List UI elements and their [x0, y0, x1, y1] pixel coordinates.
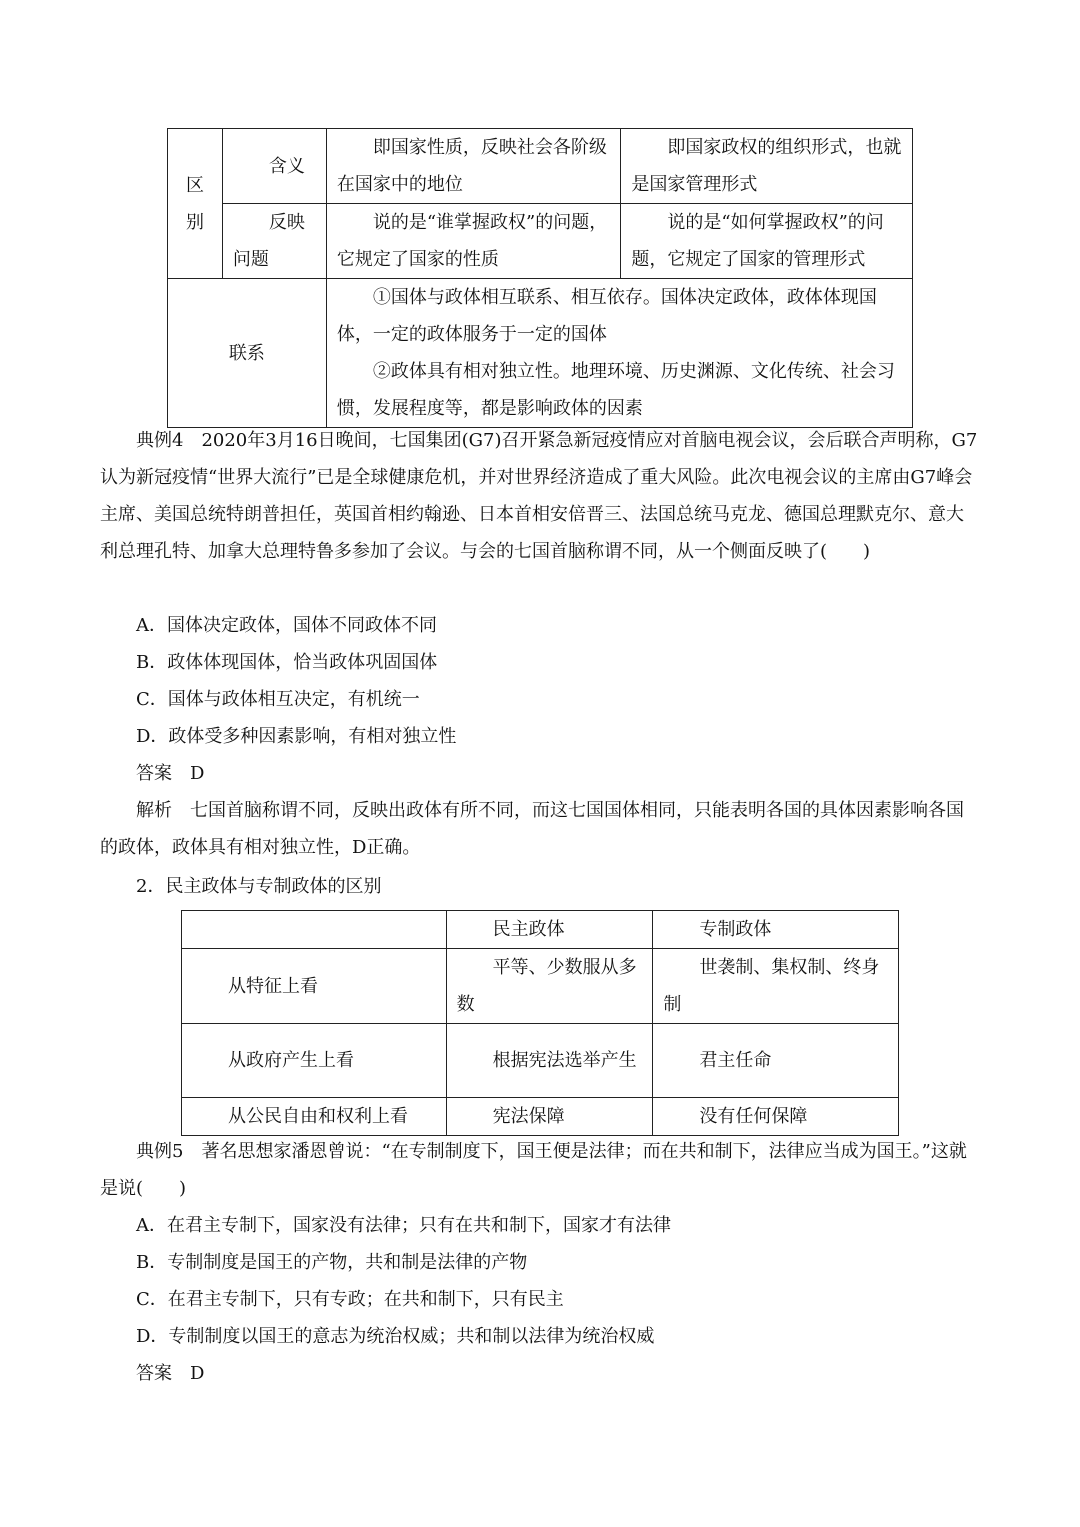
guoti-fanying: 说的是“谁掌握政权”的问题，它规定了国家的性质 [326, 204, 621, 279]
example4-option-d: D．政体受多种因素影响，有相对独立性 [136, 726, 457, 747]
row-label: 从特征上看 [182, 949, 447, 1024]
guoti-hanyi: 即国家性质，反映社会各阶级在国家中的地位 [326, 129, 621, 204]
row-label: 从公民自由和权利上看 [182, 1098, 447, 1136]
example5-option-d: D．专制制度以国王的意志为统治权威；共和制以法律为统治权威 [136, 1326, 655, 1347]
header-minzhu: 民主政体 [446, 911, 653, 949]
header-empty [182, 911, 447, 949]
zhengti-hanyi: 即国家政权的组织形式，也就是国家管理形式 [621, 129, 913, 204]
qubie-cell [168, 129, 223, 279]
minzhu-cell: 平等、少数服从多数 [446, 949, 653, 1024]
lianxi-point: ①国体与政体相互联系、相互依存。国体决定政体，政体体现国体，一定的政体服务于一定的国体 [336, 287, 877, 345]
example4-option-a: A．国体决定政体，国体不同政体不同 [136, 615, 437, 636]
qubie-char: 区 [185, 174, 204, 196]
zhuanzhi-cell: 世袭制、集权制、终身制 [653, 949, 899, 1024]
lianxi-content [326, 279, 912, 428]
example4-stem: 典例4 2020年3月16日晚间，七国集团(G7)召开紧急新冠疫情应对首脑电视会议，会后联合声明称，G7认为新冠疫情“世界大流行”已是全球健康危机，并对世界经济造成了重大风险。此次电视会议的主席由G7峰会主席、美国总统特朗普担任，英国首相约翰逊、日本首相安倍晋三、法国总统马克龙、德国总理默克尔、意大利总理孔特、加拿大总理特鲁多参加了会议。与会的七国首脑称谓不同，从一个侧面反映了( ) [100, 430, 978, 562]
example5-stem: 典例5 著名思想家潘恩曾说：“在专制制度下，国王便是法律；而在共和制下，法律应当成为国王。”这就是说( ) [100, 1141, 967, 1199]
example5-option-a: A．在君主专制下，国家没有法律；只有在共和制下，国家才有法律 [136, 1215, 671, 1236]
header-zhuanzhi: 专制政体 [653, 911, 899, 949]
row-label-hanyi: 含义 [222, 129, 326, 204]
minzhu-cell: 宪法保障 [446, 1098, 653, 1136]
example5-answer: 答案 D [136, 1363, 205, 1384]
minzhu-cell: 根据宪法选举产生 [446, 1024, 653, 1098]
section2-heading: 2．民主政体与专制政体的区别 [136, 876, 382, 897]
row-label: 从政府产生上看 [182, 1024, 447, 1098]
minzhu-zhuanzhi-table [181, 910, 899, 1136]
zhuanzhi-cell: 没有任何保障 [653, 1098, 899, 1136]
example4-answer: 答案 D [136, 763, 205, 784]
example4-option-c: C．国体与政体相互决定，有机统一 [136, 689, 420, 710]
example5-option-b: B．专制制度是国王的产物，共和制是法律的产物 [136, 1252, 528, 1273]
example4-option-b: B．政体体现国体，恰当政体巩固国体 [136, 652, 438, 673]
row-label-fanying: 反映问题 [222, 204, 326, 279]
zhengti-fanying: 说的是“如何掌握政权”的问题，它规定了国家的管理形式 [621, 204, 913, 279]
lianxi-label: 联系 [168, 279, 327, 428]
guoti-zhengti-table [167, 128, 913, 428]
example5-option-c: C．在君主专制下，只有专政；在共和制下，只有民主 [136, 1289, 564, 1310]
qubie-char: 别 [185, 211, 204, 233]
example4-analysis: 解析 七国首脑称谓不同，反映出政体有所不同，而这七国国体相同，只能表明各国的具体因素影响各国的政体，政体具有相对独立性，D正确。 [100, 800, 964, 858]
zhuanzhi-cell: 君主任命 [653, 1024, 899, 1098]
lianxi-point: ②政体具有相对独立性。地理环境、历史渊源、文化传统、社会习惯，发展程度等，都是影响政体的因素 [336, 361, 895, 419]
